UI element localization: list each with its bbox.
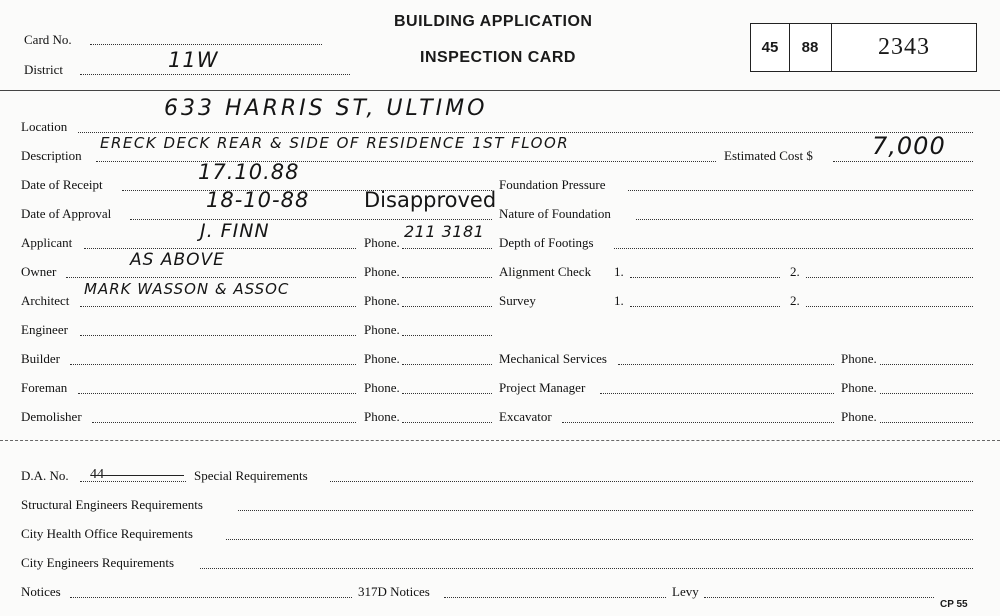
- foundation-pressure-line[interactable]: [628, 190, 973, 191]
- city-engineers-label: City Engineers Requirements: [21, 555, 175, 570]
- architect-value: MARK WASSON & ASSOC: [84, 280, 290, 298]
- applicant-line[interactable]: [84, 248, 356, 249]
- structural-engineers-line[interactable]: [238, 510, 973, 511]
- architect-phone-label: Phone.: [364, 293, 400, 308]
- district-value: 11W: [168, 48, 219, 72]
- applicant-label: Applicant: [21, 235, 73, 250]
- architect-line[interactable]: [80, 306, 356, 307]
- applicant-phone-line[interactable]: [402, 248, 492, 249]
- nature-of-foundation-label: Nature of Foundation: [499, 206, 611, 221]
- da-no-strike: [92, 475, 184, 476]
- disapproved-note: Disapproved: [364, 188, 497, 212]
- mechanical-services-phone-line[interactable]: [880, 364, 973, 365]
- levy-line[interactable]: [704, 597, 934, 598]
- excavator-phone-line[interactable]: [880, 422, 973, 423]
- card-title-line2: INSPECTION CARD: [420, 49, 576, 66]
- city-health-line[interactable]: [226, 539, 973, 540]
- location-label: Location: [21, 119, 68, 134]
- da-no-label: D.A. No.: [21, 468, 69, 483]
- survey-label: Survey: [499, 293, 536, 308]
- engineer-line[interactable]: [80, 335, 356, 336]
- depth-of-footings-label: Depth of Footings: [499, 235, 594, 250]
- project-manager-phone-label: Phone.: [841, 380, 877, 395]
- alignment-check-2-line[interactable]: [806, 277, 973, 278]
- foreman-label: Foreman: [21, 380, 68, 395]
- date-of-approval-line[interactable]: [130, 219, 492, 220]
- demolisher-phone-label: Phone.: [364, 409, 400, 424]
- owner-phone-line[interactable]: [402, 277, 492, 278]
- date-of-receipt-label: Date of Receipt: [21, 177, 103, 192]
- card-no-line[interactable]: [90, 44, 322, 45]
- district-line[interactable]: [80, 74, 350, 75]
- survey-2-line[interactable]: [806, 306, 973, 307]
- card-number: 2343: [831, 24, 976, 71]
- location-line[interactable]: [78, 132, 973, 133]
- special-requirements-line[interactable]: [330, 481, 973, 482]
- excavator-phone-label: Phone.: [841, 409, 877, 424]
- project-manager-line[interactable]: [600, 393, 834, 394]
- applicant-phone-value: 211 3181: [404, 222, 485, 241]
- architect-label: Architect: [21, 293, 70, 308]
- date-of-approval-value: 18-10-88: [206, 188, 310, 212]
- special-requirements-label: Special Requirements: [194, 468, 308, 483]
- excavator-label: Excavator: [499, 409, 552, 424]
- mechanical-services-phone-label: Phone.: [841, 351, 877, 366]
- owner-line[interactable]: [66, 277, 356, 278]
- applicant-value: J. FINN: [200, 220, 270, 242]
- survey-1-label: 1.: [614, 293, 624, 308]
- requirements-divider: [0, 440, 1000, 441]
- engineer-phone-label: Phone.: [364, 322, 400, 337]
- estimated-cost-label: Estimated Cost $: [724, 148, 813, 163]
- demolisher-line[interactable]: [92, 422, 356, 423]
- project-manager-label: Project Manager: [499, 380, 586, 395]
- builder-line[interactable]: [70, 364, 356, 365]
- depth-of-footings-line[interactable]: [614, 248, 973, 249]
- notices-317d-line[interactable]: [444, 597, 666, 598]
- form-code: CP 55: [940, 599, 968, 610]
- alignment-check-2-label: 2.: [790, 264, 800, 279]
- survey-1-line[interactable]: [630, 306, 780, 307]
- demolisher-phone-line[interactable]: [402, 422, 492, 423]
- alignment-check-1-line[interactable]: [630, 277, 780, 278]
- builder-label: Builder: [21, 351, 60, 366]
- levy-label: Levy: [672, 584, 699, 599]
- date-of-receipt-value: 17.10.88: [198, 160, 300, 184]
- structural-engineers-label: Structural Engineers Requirements: [21, 497, 203, 512]
- architect-phone-line[interactable]: [402, 306, 492, 307]
- engineer-phone-line[interactable]: [402, 335, 492, 336]
- card-number-box: [750, 23, 977, 72]
- notices-label: Notices: [21, 584, 61, 599]
- date-of-approval-label: Date of Approval: [21, 206, 112, 221]
- demolisher-label: Demolisher: [21, 409, 82, 424]
- card-title-line1: BUILDING APPLICATION: [394, 13, 593, 30]
- survey-2-label: 2.: [790, 293, 800, 308]
- owner-phone-label: Phone.: [364, 264, 400, 279]
- da-no-value: 44: [90, 467, 104, 482]
- description-line[interactable]: [96, 161, 716, 162]
- header-divider: [0, 90, 1000, 91]
- location-value: 633 HARRIS ST, ULTIMO: [164, 96, 488, 121]
- nature-of-foundation-line[interactable]: [636, 219, 973, 220]
- district-label: District: [24, 62, 63, 77]
- notices-317d-label: 317D Notices: [358, 584, 430, 599]
- city-engineers-line[interactable]: [200, 568, 973, 569]
- foreman-phone-line[interactable]: [402, 393, 492, 394]
- foreman-phone-label: Phone.: [364, 380, 400, 395]
- mechanical-services-line[interactable]: [618, 364, 834, 365]
- description-label: Description: [21, 148, 82, 163]
- card-no-label: Card No.: [24, 32, 72, 47]
- estimated-cost-value: 7,000: [872, 132, 946, 160]
- owner-value: AS ABOVE: [130, 250, 225, 270]
- applicant-phone-label: Phone.: [364, 235, 400, 250]
- description-value: ERECK DECK REAR & SIDE OF RESIDENCE 1ST FLOOR: [100, 134, 570, 152]
- owner-label: Owner: [21, 264, 57, 279]
- alignment-check-label: Alignment Check: [499, 264, 592, 279]
- project-manager-phone-line[interactable]: [880, 393, 973, 394]
- excavator-line[interactable]: [562, 422, 834, 423]
- city-health-label: City Health Office Requirements: [21, 526, 193, 541]
- box-cell-45: 45: [761, 39, 779, 56]
- alignment-check-1-label: 1.: [614, 264, 624, 279]
- foreman-line[interactable]: [78, 393, 356, 394]
- foundation-pressure-label: Foundation Pressure: [499, 177, 606, 192]
- estimated-cost-line[interactable]: [833, 161, 973, 162]
- builder-phone-line[interactable]: [402, 364, 492, 365]
- box-cell-88: 88: [789, 24, 830, 71]
- notices-line[interactable]: [70, 597, 352, 598]
- builder-phone-label: Phone.: [364, 351, 400, 366]
- engineer-label: Engineer: [21, 322, 68, 337]
- mechanical-services-label: Mechanical Services: [499, 351, 607, 366]
